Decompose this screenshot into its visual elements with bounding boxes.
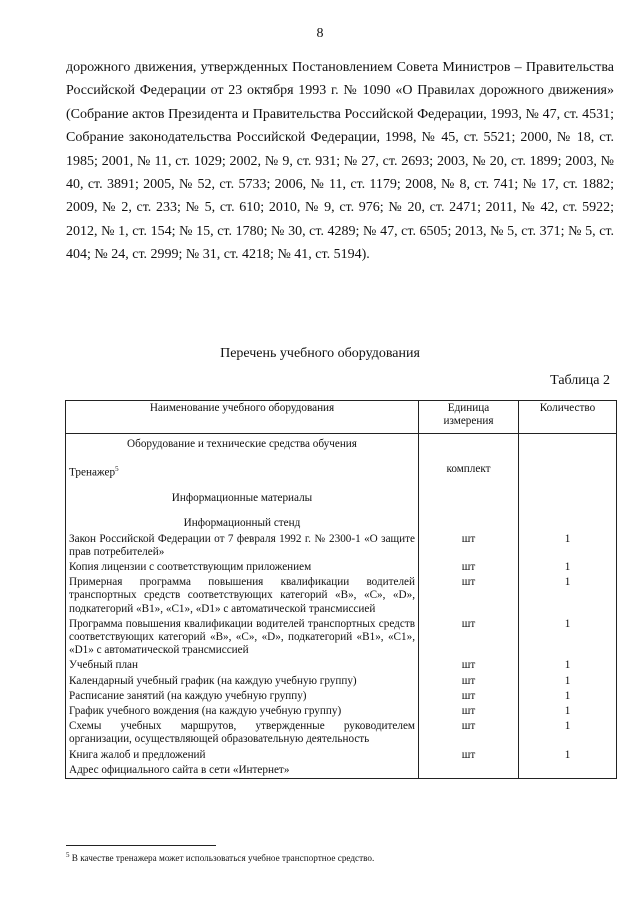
table-row: Учебный план шт 1 [66,658,617,673]
table-row: Примерная программа повышения квалификации водителей транспортных средств соответствующих категорий «B», «C», «D», подкатегорий «B1», «C1», «D1» с автоматической трансмиссией шт 1 [66,575,617,617]
header-quantity: Количество [519,401,617,434]
header-name: Наименование учебного оборудования [66,401,419,434]
section-row-information [66,491,617,506]
subsection-title: Информационный стенд [66,516,419,531]
section-title: Информационные материалы [66,491,419,506]
table-row: Копия лицензии с соответствующим приложением шт 1 [66,560,617,575]
section-title: Оборудование и технические средства обучения [66,434,419,453]
row-unit: комплект [419,462,519,481]
section-row-equipment [66,434,617,453]
footnote-divider [66,845,216,846]
equipment-list-title: Перечень учебного оборудования [220,346,420,361]
footnote-marker: 5 [115,465,119,474]
row-name: Тренажер$^5$ [66,462,419,481]
equipment-table [65,400,617,779]
footnote-mark: 5 [66,851,70,859]
table-row: Расписание занятий (на каждую учебную группу) шт 1 [66,689,617,704]
footnote [66,851,374,863]
header-unit: Единица измерения [419,401,519,434]
subsection-row-stand [66,516,617,531]
table-row: Закон Российской Федерации от 7 февраля 1992 г. № 2300-1 «О защите прав потребителей» шт 1 [66,532,617,560]
table-row: Программа повышения квалификации водителей транспортных средств соответствующих категорий «B», «C», «D», подкатегорий «B1», «C1», «D1» с автоматической трансмиссией шт 1 [66,617,617,659]
table-row: График учебного вождения (на каждую учебную группу) шт 1 [66,704,617,719]
table-label: Таблица 2 [550,373,610,388]
table-row: Схемы учебных маршрутов, утвержденные руководителем организации, осуществляющей образовательную деятельность шт 1 [66,719,617,747]
table-header-row [66,401,617,434]
row-quantity [519,462,617,481]
body-paragraph: дорожного движения, утвержденных Постановлением Совета Министров – Правительства Российской Федерации от 23 октября 1993 г. № 1090 «О Правилах дорожного движения» (Собрание актов Президента и Правительства Российской Федерации, 1993, № 47, ст. 4531; Собрание законодательства Российской Федерации, 1998, № 45, ст. 5521; 2000, № 18, ст. 1985; 2001, № 11, ст. 1029; 2002, № 9, ст. 931; № 27, ст. 2693; 2003, № 20, ст. 1899; 2003, № 40, ст. 3891; 2005, № 52, ст. 5733; 2006, № 11, ст. 1179; 2008, № 8, ст. 741; № 17, ст. 1882; 2009, № 2, ст. 233; № 5, ст. 610; 2010, № 9, ст. 976; № 20, ст. 2471; 2011, № 42, ст. 5922; 2012, № 1, ст. 154; № 15, ст. 1780; № 30, ст. 4289; № 47, ст. 6505; 2013, № 5, ст. 371; № 5, ст. 404; № 24, ст. 2999; № 31, ст. 4218; № 41, ст. 5194). [66,60,614,263]
table-row: Адрес официального сайта в сети «Интернет» [66,763,617,779]
footnote-text: В качестве тренажера может использоваться учебное транспортное средство. [69,853,375,864]
page-number: 8 [316,26,324,41]
table-row: Книга жалоб и предложений шт 1 [66,748,617,763]
table-row: Календарный учебный график (на каждую учебную группу) шт 1 [66,674,617,689]
table-row-trainer [66,462,617,481]
